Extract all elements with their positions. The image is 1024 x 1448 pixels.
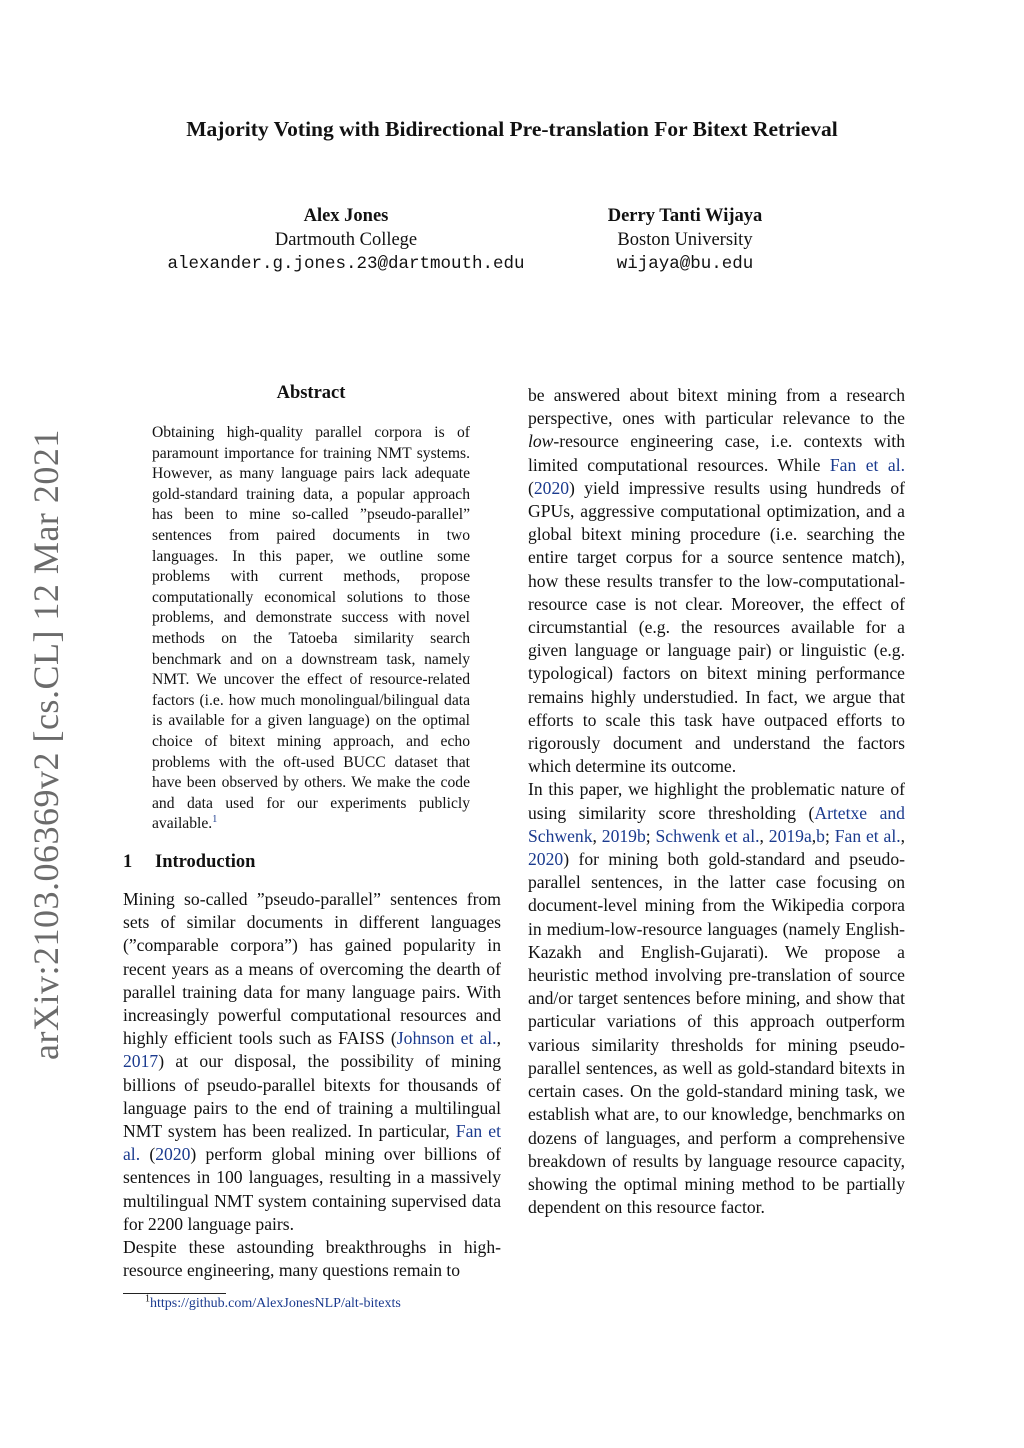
author-affiliation: Boston University	[617, 230, 753, 250]
paper-title: Majority Voting with Bidirectional Pre-translation For Bitext Retrieval	[186, 117, 838, 141]
citation-link[interactable]: 2017	[123, 1051, 159, 1072]
footnote-ref-link[interactable]: 1	[212, 814, 218, 826]
citation-link[interactable]: 2019a	[768, 825, 812, 846]
citation-link[interactable]: 2020	[528, 849, 564, 870]
citation-link[interactable]: 2019b	[601, 825, 646, 846]
author-name: Derry Tanti Wijaya	[607, 206, 763, 226]
text-run: ) perform global mining over billions of sentences in 100 languages, resulting in a massively multilingual NMT system containing supervised data for 2200 language pairs.	[123, 1144, 501, 1234]
text-run: In this paper, we highlight the problematic nature of using similarity score thresholding (	[528, 779, 905, 823]
author-name: Alex Jones	[303, 206, 389, 226]
text-run: (	[140, 1144, 156, 1165]
intro-paragraph-2-start	[123, 1236, 501, 1282]
footnote	[145, 1293, 401, 1312]
text-run: ,	[811, 825, 817, 846]
footnote-divider	[123, 1293, 226, 1294]
section-title: Introduction	[155, 852, 256, 872]
text-run: ,	[592, 825, 602, 846]
author-email[interactable]: wijaya@bu.edu	[616, 254, 754, 274]
text-run: -resource engineering case, i.e. contexts with limited computational resources. While	[528, 431, 905, 475]
text-run: ;	[645, 825, 656, 846]
text-run: Despite these astounding breakthroughs in high-resource engineering, many questions remain to	[123, 1237, 501, 1281]
abstract-body	[152, 423, 470, 835]
text-run: ;	[824, 825, 835, 846]
section-heading-introduction	[123, 852, 255, 873]
text-run: Mining so-called ”pseudo-parallel” sentences from sets of similar documents in different languages (”comparable corpora”) has gained popularity in recent years as a means of overcoming the dearth of parallel training data for many language pairs. With increasingly powerful computational resources and highly efficient tools such as FAISS (	[123, 889, 501, 1049]
author-block-1	[130, 204, 562, 276]
text-run: ,	[496, 1028, 501, 1049]
citation-link[interactable]: Schwenk et al.	[655, 825, 760, 846]
citation-link[interactable]: Fan et al.	[834, 825, 901, 846]
text-emphasis: low	[528, 431, 554, 452]
abstract-text: Obtaining high-quality parallel corpora is of paramount importance for training NMT systems. However, as many language pairs lack adequate gold-standard training data, a popular approach has been to mine so-called ”pseudo-parallel” sentences from paired documents in two languages. In this paper, we outline some problems with current methods, propose computationally economical solutions to those problems, and demonstrate success with novel methods on the Tatoeba similarity search benchmark and on a downstream task, namely NMT. We uncover the effect of resource-related factors (i.e. how much monolingual/bilingual data is available for a given language) on the optimal choice of bitext mining approach, and echo problems with the oft-used BUCC dataset that have been observed by others. We make the code and data used for our experiments publicly available.	[152, 424, 470, 833]
arxiv-identifier: arXiv:2103.06369v2 [cs.CL] 12 Mar 2021	[26, 429, 66, 1060]
abstract-heading: Abstract	[276, 383, 346, 403]
citation-link[interactable]: b	[816, 825, 825, 846]
text-run: ) at our disposal, the possibility of mining billions of pseudo-parallel bitexts for thousands of language pairs to the end of training a multilingual NMT system has been realized. In particular,	[123, 1051, 501, 1142]
text-run: (	[528, 477, 534, 498]
intro-paragraph-2-cont	[528, 384, 905, 778]
text-run: ) for mining both gold-standard and pseudo-parallel sentences, in the latter case focusing on document-level mining from the Wikipedia corpora in medium-low-resource languages (namely English-Kazakh and English-Gujarati). We propose a heuristic method involving pre-translation of source and/or target sentences before mining, and show that particular variations of this approach outperform various similarity thresholds for mining pseudo-parallel sentences, as well as gold-standard bitexts in certain cases. On the gold-standard mining task, we establish what are, to our knowledge, benchmarks on dozens of languages, and perform a comprehensive breakdown of results by language resource capacity, showing the optimal mining method to be partially dependent on this resource factor.	[528, 849, 905, 1218]
author-email[interactable]: alexander.g.jones.23@dartmouth.edu	[167, 254, 525, 274]
text-run: ,	[759, 825, 769, 846]
citation-link[interactable]: 2020	[155, 1144, 191, 1165]
text-run: be answered about bitext mining from a research perspective, ones with particular relevance to the	[528, 385, 905, 429]
text-run: ) yield impressive results using hundreds of GPUs, aggressive computational optimization, and a global bitext mining procedure (i.e. searching the entire target corpus for a source sentence match), how these results transfer to the low-computational-resource case is not clear. Moreover, the effect of circumstantial (e.g. the resources available for a given language or language pair) or linguistic (e.g. typological) factors on bitext mining performance remains highly understudied. In fact, we argue that efforts to scale this task have outpaced efforts to rigorously document and understand the factors which determine its outcome.	[528, 477, 905, 777]
footnote-mark: 1	[145, 1293, 150, 1305]
intro-left-column	[123, 888, 501, 1282]
intro-right-column	[528, 384, 905, 1219]
citation-link[interactable]: 2020	[533, 477, 570, 498]
citation-link[interactable]: Johnson et al.	[396, 1028, 497, 1049]
text-run: ,	[900, 825, 906, 846]
author-block-2	[590, 204, 780, 276]
citation-link[interactable]: Artetxe and Schwenk	[528, 802, 905, 846]
citation-link[interactable]: Fan et al.	[123, 1121, 501, 1165]
author-affiliation: Dartmouth College	[274, 230, 418, 250]
section-number: 1	[123, 852, 133, 872]
footnote-url-link[interactable]: https://github.com/AlexJonesNLP/alt-bitexts	[150, 1296, 401, 1311]
intro-paragraph-3	[528, 778, 905, 1219]
intro-paragraph-1	[123, 888, 501, 1236]
citation-link[interactable]: Fan et al.	[829, 454, 905, 475]
